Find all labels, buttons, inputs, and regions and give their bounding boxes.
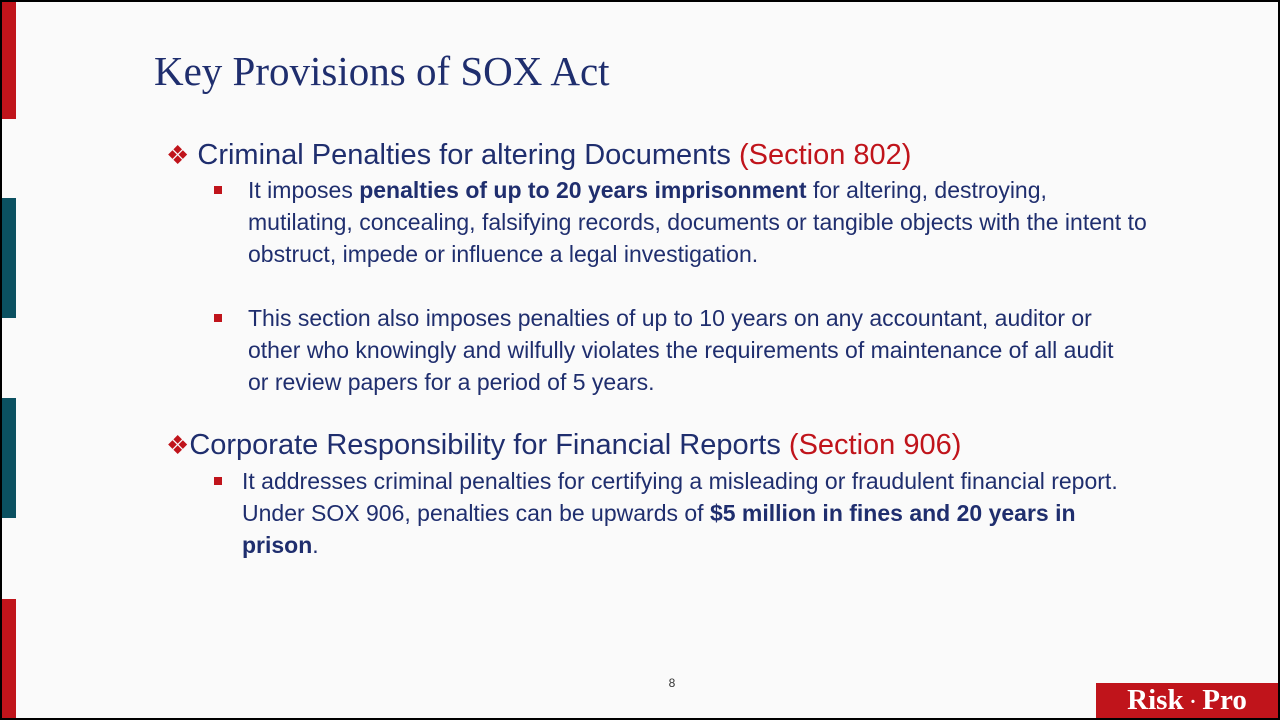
stripe-red-top [2, 2, 16, 119]
square-bullet-icon [214, 314, 222, 322]
section-906-ref: (Section 906) [788, 429, 962, 461]
section-906-bullet-1 [242, 465, 1142, 561]
section-802-heading [166, 138, 911, 172]
section-802-bullet-2: This section also imposes penalties of up to 10 years on any accountant, auditor or other who knowingly and wilfully violates the requirements of maintenance of all audit or review papers for a period of 5 years. [248, 305, 1114, 395]
bullet-text: It imposes [248, 177, 360, 203]
bullet-text: . [312, 532, 319, 558]
square-bullet-icon [214, 477, 222, 485]
section-802-bullet-1 [248, 174, 1148, 270]
bullet-text: for altering, destroying, mutilating, concealing, falsifying records, documents or tangible objects with the intent to obstruct, impede or influence a legal investigation. [248, 177, 1147, 267]
riskpro-logo [1096, 683, 1278, 718]
page-number: 8 [668, 676, 676, 690]
bullet-text: It addresses criminal penalties for certifying a misleading or fraudulent financial report. Under SOX 906, penalties can be upwards of [242, 468, 1118, 526]
logo-text-left: Risk [1127, 684, 1184, 716]
logo-text-right: Pro [1202, 684, 1247, 716]
logo-separator: · [1189, 690, 1197, 713]
section-906-heading [166, 428, 961, 462]
stripe-teal-lower [2, 398, 16, 518]
bullet-bold-text: penalties of up to 20 years imprisonment [359, 177, 807, 203]
diamond-bullet-icon: ❖ [166, 430, 190, 460]
square-bullet-icon [214, 186, 222, 194]
slide-title: Key Provisions of SOX Act [154, 48, 610, 94]
slide [2, 2, 1278, 718]
bullet-bold-text: $5 million in fines and 20 years in prison [242, 500, 1076, 558]
stripe-red-bottom [2, 599, 16, 718]
section-802-ref: (Section 802) [738, 139, 912, 171]
section-802-title: Criminal Penalties for altering Documents [197, 139, 731, 171]
section-906-title: Corporate Responsibility for Financial Reports [189, 429, 781, 461]
stripe-teal-upper [2, 198, 16, 318]
diamond-bullet-icon: ❖ [166, 140, 190, 170]
